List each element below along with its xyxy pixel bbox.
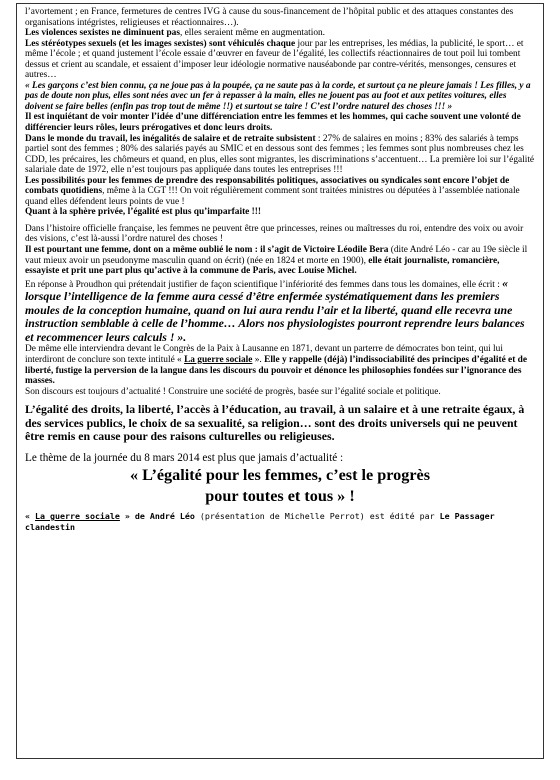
paragraph-history: Dans l’histoire officielle française, les femmes ne peuvent être que princesses, reines ou maîtresses du roi, entendre des voix ou avoir des visions, c’est là-aussi l’ordre naturel des choses !: [25, 223, 524, 245]
paragraph-proudhon: [25, 277, 535, 345]
paragraph-politics: [25, 176, 535, 208]
paragraph-work: [25, 134, 535, 176]
paragraph-andre-leo: [25, 245, 535, 277]
paragraph-rights: L’égalité des droits, la liberté, l’accès à l’éducation, au travail, à un salaire et à une retraite égaux, à des services publics, le choix de sa sexualité, sa religion… sont des droits universels qui ne peuvent être remis en cause pour des raisons culturelles ou religieuses.: [25, 402, 525, 444]
violences-heading: Les violences sexistes ne diminuent pas: [25, 28, 180, 39]
politics-text: , même à la CGT !!! On voit régulièrement comment sont traitées ministres ou députées à l’assemblée nationale quand elles défendent leurs points de vue !: [25, 186, 520, 207]
paragraph-lausanne: [25, 344, 535, 386]
guerre-sociale-title: La guerre sociale: [184, 354, 253, 365]
lausanne-text: De même elle interviendra devant le Congrès de la Paix à Lausanne en 1871, devant un parterre de démocrates bon teint, qui lui interdiront de conclure son texte intitulé «: [25, 344, 503, 365]
work-text: : 27% de salaires en moins ; 83% des salariés à temps partiel sont des femmes ; 80% des salariés payés au SMIC et en dessous sont des femmes ; les femmes sont plus nombreuses chez les CDD, les précaires, les chômeurs et quand, en plus, elles sont migrantes, les discriminations s’accentuent… La première loi sur l’égalité salariale date de 1972, elle n’est toujours pas appliquée dans toutes les entreprises !!!: [25, 133, 535, 176]
lausanne-principles: Elle y rappelle (déjà) l’indissociabilité des principes d’égalité et de liberté, fustige la perversion de la langue dans les discours du pouvoir et dénonce les philosophies fondées sur l’ignorance des masses.: [25, 354, 527, 387]
footer-author: André Léo: [149, 510, 195, 521]
footer-credit: [25, 511, 535, 533]
paragraph-theme: Le thème de la journée du 8 mars 2014 est plus que jamais d’actualité :: [25, 451, 344, 464]
paragraph-private-sphere: Quant à la sphère privée, l’égalité est plus qu’imparfaite !!!: [25, 207, 261, 218]
violences-text: , elles seraient même en augmentation.: [179, 28, 326, 39]
paragraph-stereotypes: [25, 39, 535, 81]
proudhon-text: En réponse à Proudhon qui prétendait justifier de façon scientifique l’infériorité des femmes dans tous les domaines, elle écrit :: [25, 279, 503, 290]
andre-leo-heading: Il est pourtant une femme, dont on a même oublié le nom : il s’agit de Victoire Léodile Bera: [25, 245, 389, 256]
slogan-line-2: pour toutes et tous » !: [205, 486, 355, 505]
paragraph-violences: [25, 28, 535, 39]
footer-book-title: La guerre sociale: [35, 510, 120, 521]
footer-publisher: Le Passager clandestin: [25, 510, 495, 532]
footer-text: (présentation de Michelle Perrot) est édité par: [194, 510, 440, 521]
lausanne-close: ».: [252, 354, 265, 365]
stereotypes-text: jour par les entreprises, les médias, la publicité, le sport… et même l’école ; et quand justement l’école essaie d’œuvrer en faveur de l’égalité, les collectifs réactionnaires de tout poil lui tombent dessus et crient au scandale, et essaient d’imposer leur idéologie normative nauséabonde par contre-vérités, mensonges, censures et autres…: [25, 38, 524, 81]
quote-intelligence: « lorsque l’intelligence de la femme aura cessé d’être enfermée systématiquement dans les premiers moules de la conception humaine, quand on lui aura rendu l’air et la liberté, quand elle recevra une instruction semblable à celle de l’homme… Alors nos physiologistes pourront reprendre leurs balances et recommencer leurs calculs ! ».: [25, 275, 525, 344]
paragraph-differentiation: Il est inquiétant de voir monter l’idée d’une différenciation entre les femmes et les hommes, qui cache souvent une volonté de différencier leurs rôles, leurs prérogatives et donc leurs droits.: [25, 112, 521, 134]
document-page: [16, 3, 544, 759]
footer-quote-close: » de: [119, 510, 150, 521]
andre-leo-text: (dite André Léo - car au 19e siècle il vaut mieux avoir un pseudonyme masculin quand on écrit) (née en 1824 et morte en 1900),: [25, 245, 528, 266]
footer-quote-open: «: [25, 510, 35, 521]
work-heading: Dans le monde du travail, les inégalités de salaire et de retraite subsistent: [25, 133, 316, 144]
andre-leo-role: elle était journaliste, romancière, essayiste et prit une part plus qu’active à la commune de Paris, avec Louise Michel.: [25, 255, 500, 277]
stereotypes-heading: Les stéréotypes sexuels (et les images sexistes) sont véhiculés chaque: [25, 38, 296, 49]
slogan-line-1: « L’égalité pour les femmes, c’est le progrès: [130, 465, 430, 484]
quote-children: « Les garçons c’est bien connu, ça ne joue pas à la poupée, ça ne saute pas à la corde, et surtout ça ne pleure jamais ! Les filles, y a pas de doute non plus, elles sont nées avec un fer à repasser à la main, elles ne jouent pas au foot et aux petites voitures, elles doivent se faire belles (enfin pas trop tout de même !!) et surtout se taire ! C’est l’ordre naturel des choses !!! »: [25, 80, 531, 112]
paragraph-actualite: Son discours est toujours d’actualité ! Construire une société de progrès, basée sur l’égalité sociale et politique.: [25, 386, 441, 397]
paragraph-abortion: l’avortement ; en France, fermetures de centres IVG à cause du sous-financement de l’hôpital public et des attaques constantes des organisations intégristes, religieuses et réactionnaires…).: [25, 7, 514, 28]
politics-heading: Les possibilités pour les femmes de prendre des responsabilités politiques, associatives ou syndicales sont encore l’objet de combats quotidiens: [25, 175, 510, 197]
